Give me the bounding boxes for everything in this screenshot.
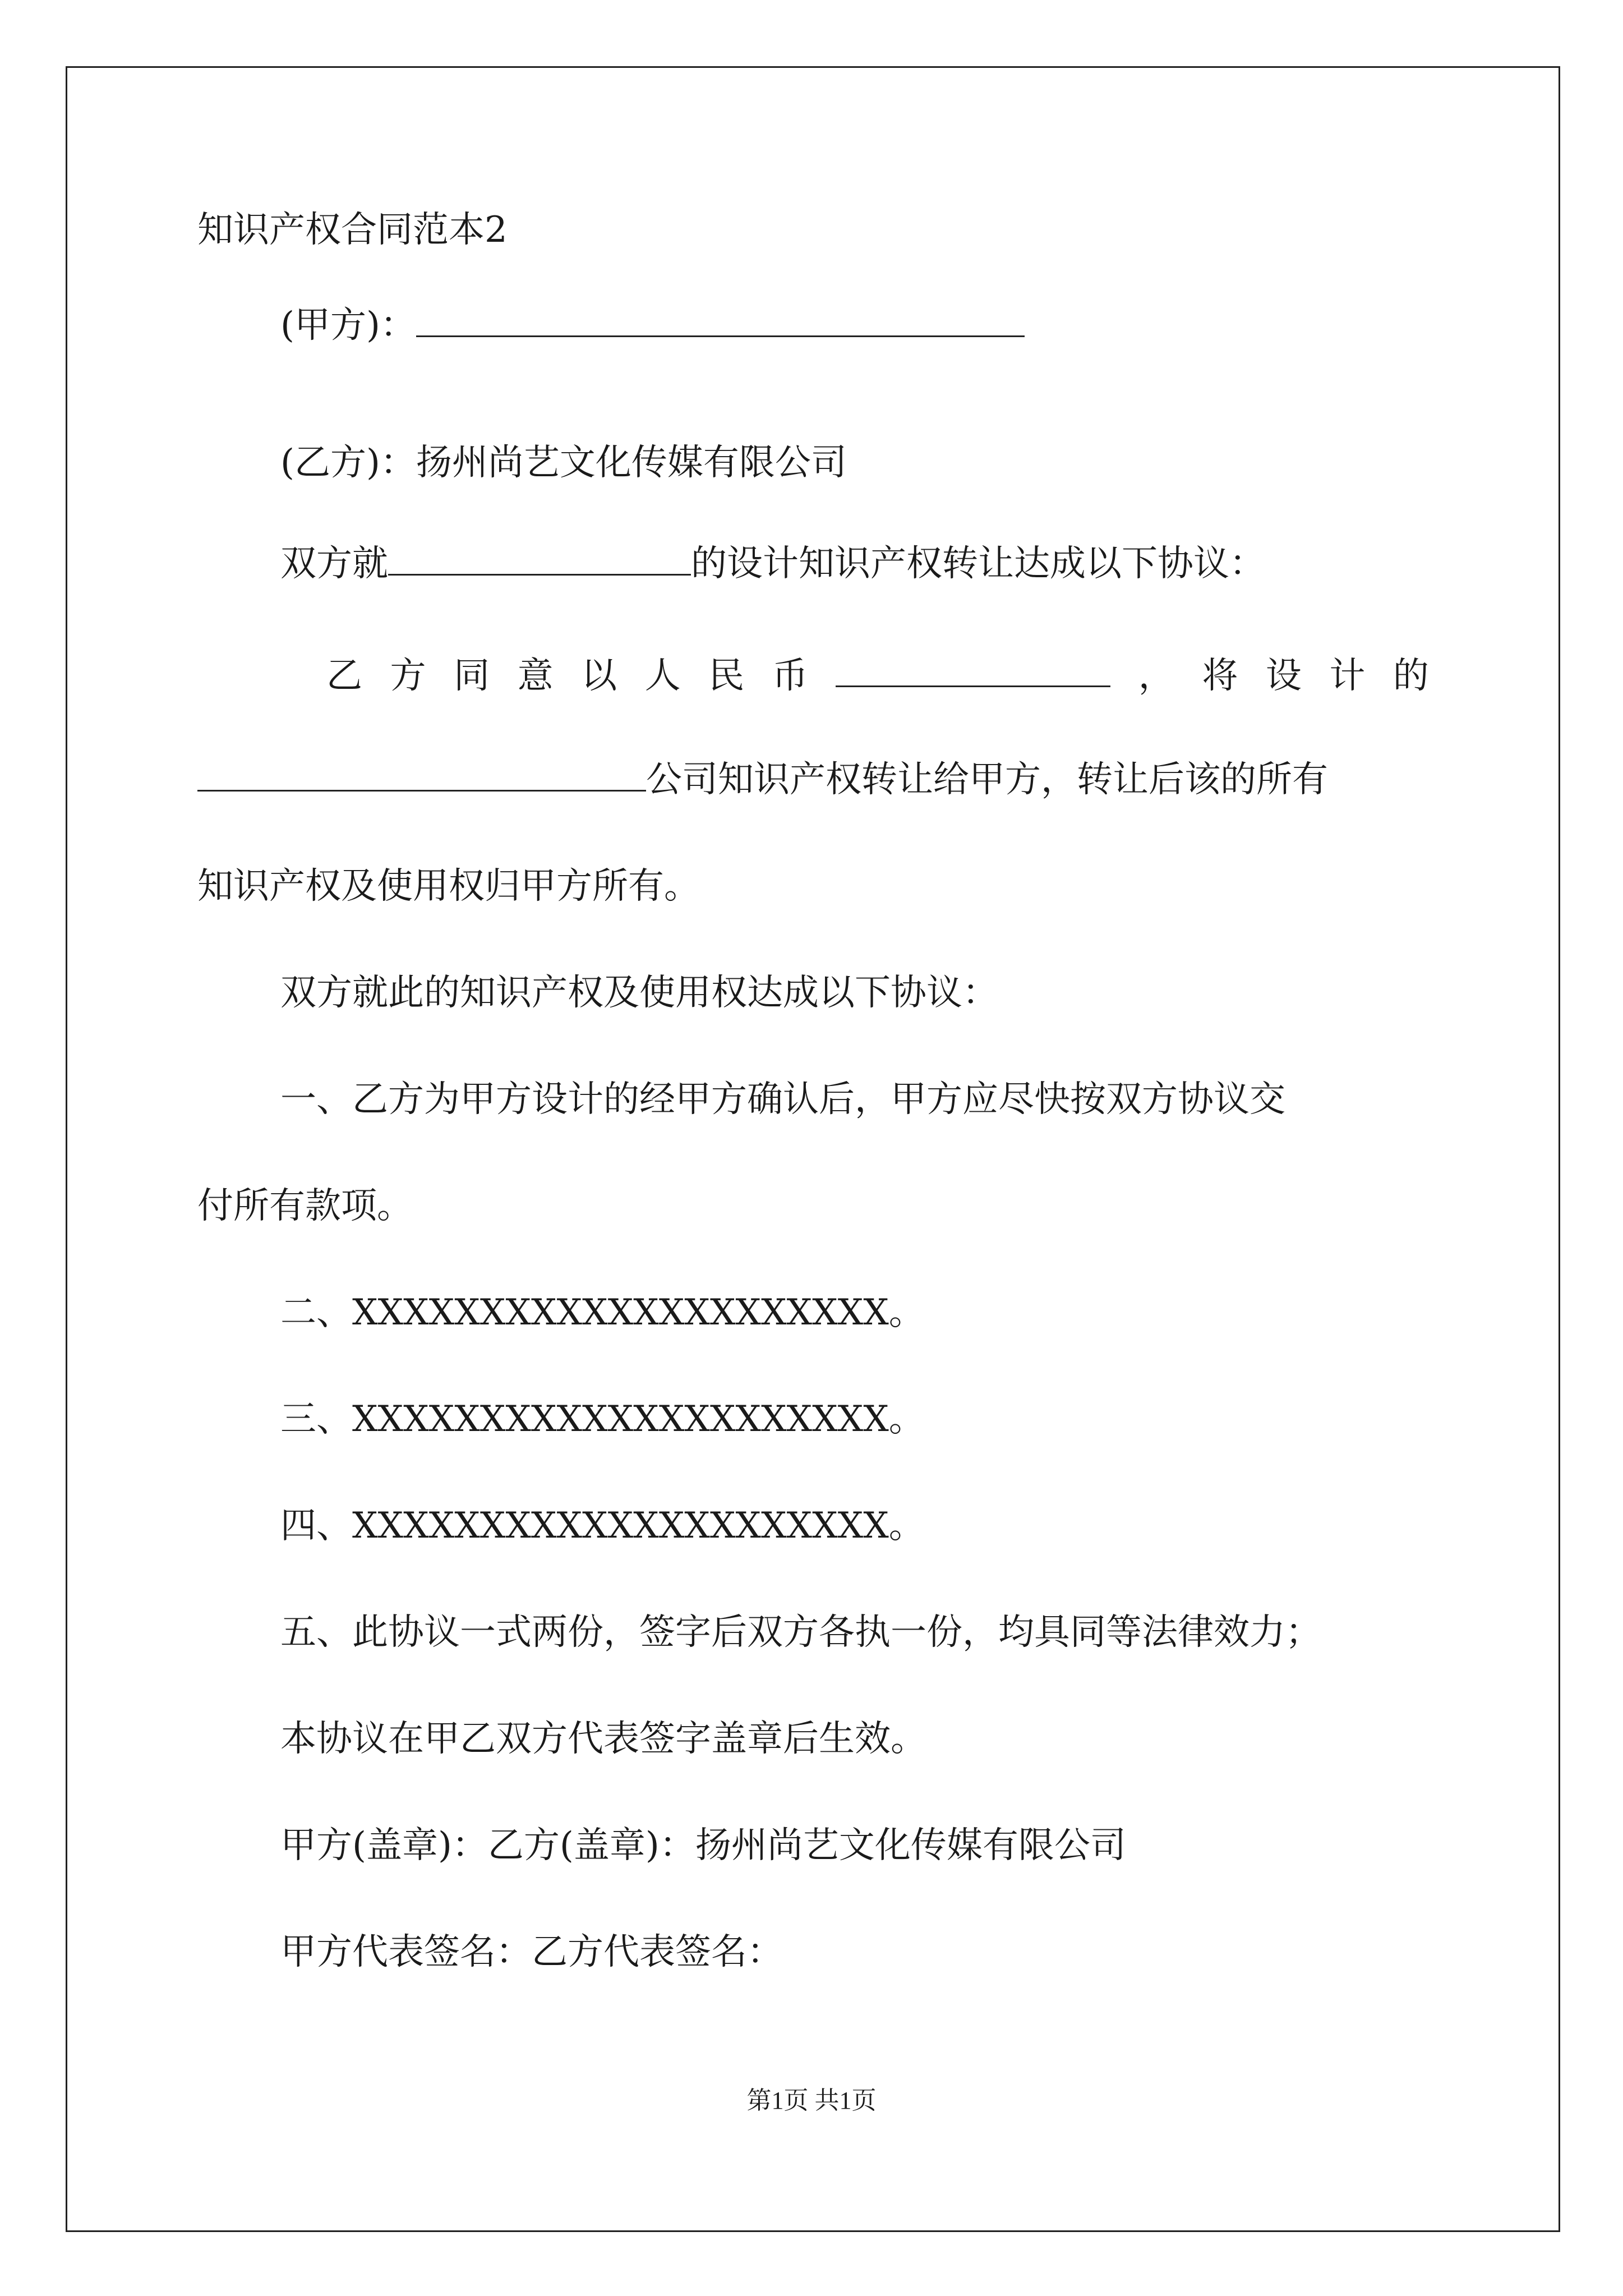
transfer-char: 民 bbox=[708, 655, 745, 697]
transfer-char: 币 bbox=[772, 655, 808, 697]
transfer-line2-suffix: 公司知识产权转让给甲方，转让后该的所有 bbox=[646, 759, 1328, 800]
page-border bbox=[66, 66, 1560, 2232]
clause-5-line-1: 五、此协议一式两份，签字后双方各执一份，均具同等法律效力； bbox=[280, 1612, 1321, 1653]
transfer-char: 以 bbox=[581, 655, 617, 697]
clause-4: 四、XXXXXXXXXXXXXXXXXXXXX。 bbox=[280, 1505, 925, 1547]
transfer-char: 方 bbox=[390, 655, 426, 697]
agreement-line bbox=[280, 539, 1265, 589]
transfer-char: 设 bbox=[1265, 655, 1302, 697]
transfer-line-3: 知识产权及使用权归甲方所有。 bbox=[197, 866, 700, 907]
party-a-line bbox=[280, 300, 1025, 351]
seal-line: 甲方(盖章)：乙方(盖章)：扬州尚艺文化传媒有限公司 bbox=[280, 1825, 1126, 1866]
agreement-suffix: 的设计知识产权转让达成以下协议： bbox=[691, 543, 1265, 585]
transfer-char: 的 bbox=[1393, 655, 1429, 697]
clause-1-line-2: 付所有款项。 bbox=[197, 1185, 413, 1227]
agreement-prefix: 双方就 bbox=[280, 543, 388, 585]
amount-blank[interactable] bbox=[836, 651, 1110, 687]
transfer-line-2 bbox=[197, 754, 1328, 805]
clause-5-line-2: 本协议在甲乙双方代表签字盖章后生效。 bbox=[280, 1718, 926, 1760]
transfer-char: 人 bbox=[644, 655, 681, 697]
intro-line: 双方就此的知识产权及使用权达成以下协议： bbox=[280, 972, 998, 1014]
party-b-line: (乙方)：扬州尚艺文化传媒有限公司 bbox=[280, 442, 847, 484]
clause-3: 三、XXXXXXXXXXXXXXXXXXXXX。 bbox=[280, 1398, 925, 1440]
signature-line: 甲方代表签名：乙方代表签名： bbox=[280, 1931, 783, 1973]
page-footer: 第1页 共1页 bbox=[746, 2087, 877, 2114]
transfer-char: 同 bbox=[454, 655, 490, 697]
document-title: 知识产权合同范本2 bbox=[197, 209, 508, 251]
transfer-char: 将 bbox=[1202, 655, 1238, 697]
clause-2: 二、XXXXXXXXXXXXXXXXXXXXX。 bbox=[280, 1292, 925, 1333]
transfer-comma: ， bbox=[1138, 655, 1174, 697]
transfer-char: 计 bbox=[1329, 655, 1366, 697]
transfer-char: 乙 bbox=[326, 655, 362, 697]
clause-1-line-1: 一、乙方为甲方设计的经甲方确认后，甲方应尽快按双方协议交 bbox=[280, 1079, 1285, 1120]
transfer-line-1 bbox=[197, 651, 1429, 701]
party-a-label: (甲方)： bbox=[280, 305, 416, 346]
project-name-blank[interactable] bbox=[388, 539, 691, 576]
design-name-blank[interactable] bbox=[197, 755, 646, 792]
party-a-blank[interactable] bbox=[416, 301, 1025, 337]
transfer-char: 意 bbox=[517, 655, 554, 697]
